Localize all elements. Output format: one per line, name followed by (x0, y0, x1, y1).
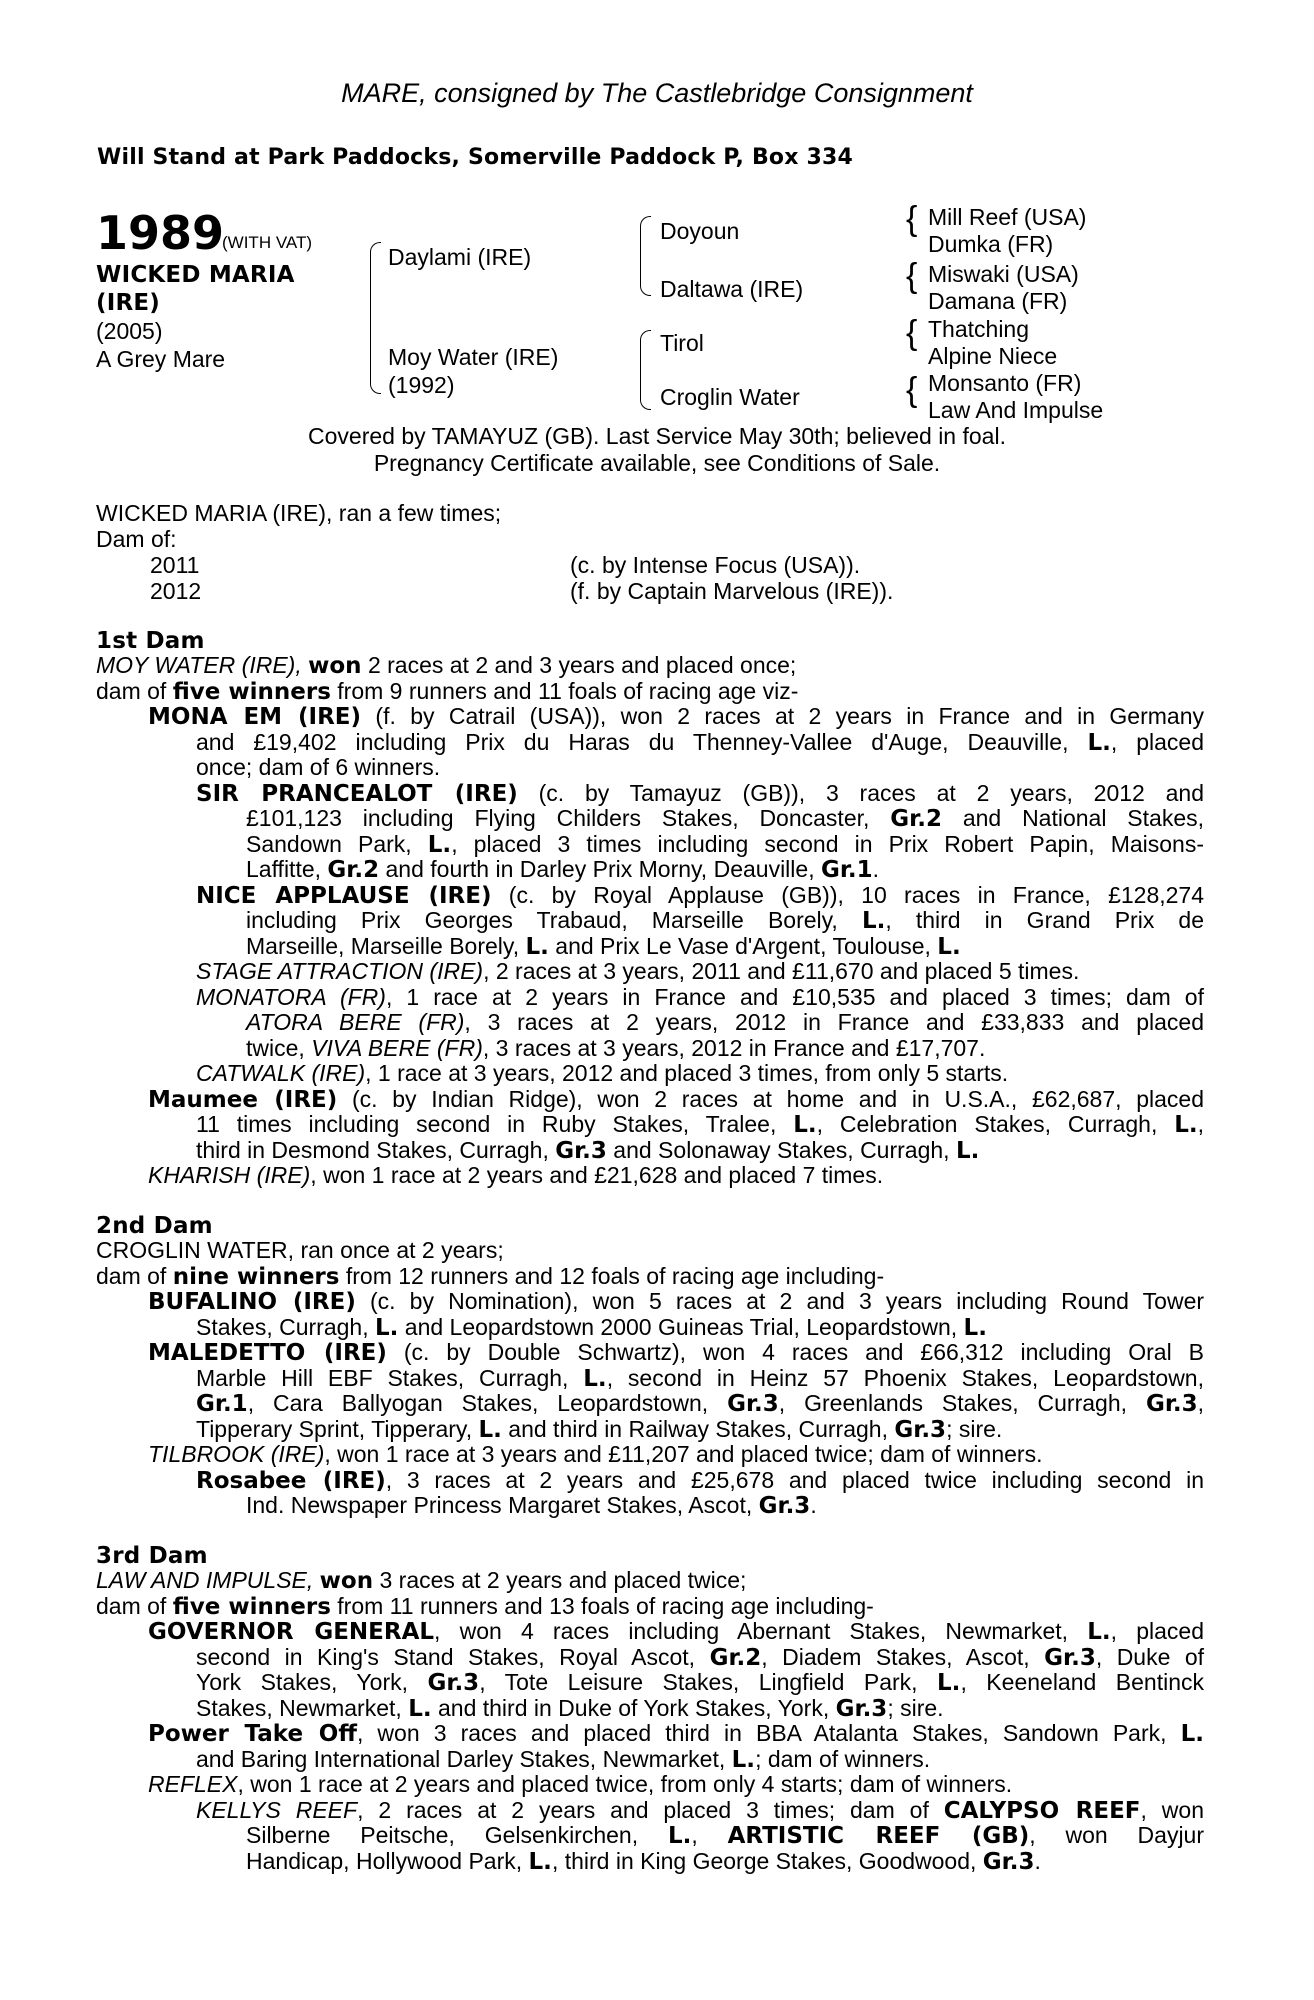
dam-name: LAW AND IMPULSE, (96, 1567, 314, 1593)
brace-4: { (906, 371, 918, 409)
race-summary: 2 races at 2 and 3 years and placed once; (367, 652, 797, 678)
horse-name: WICKED MARIA (96, 262, 295, 288)
sire-sire: Doyoun (660, 218, 740, 244)
horse-name: Power Take Off (148, 1721, 357, 1747)
horse-name: KELLYS REEF (196, 1797, 358, 1823)
horse-name: Rosabee (IRE) (196, 1468, 386, 1494)
grandsire-3: Thatching (928, 316, 1030, 342)
horse-name: BUFALINO (IRE) (148, 1289, 356, 1315)
horse-name: CATWALK (IRE) (196, 1060, 366, 1086)
tilbrook-line: TILBROOK (IRE), won 1 race at 3 years and £11,207 and placed twice; dam of winners. (148, 1441, 1043, 1467)
horse-name: Maumee (IRE) (148, 1087, 338, 1113)
winners-count: nine winners (172, 1264, 340, 1290)
rosabee-line2: Ind. Newspaper Princess Margaret Stakes, Ascot, Gr.3. (246, 1492, 817, 1519)
horse-name: NICE APPLAUSE (IRE) (196, 883, 492, 909)
atora-bere-line1: ATORA BERE (FR), 3 races at 2 years, 2012 in France and £33,833 and placed (246, 1009, 1204, 1035)
maumee-line3: third in Desmond Stakes, Curragh, Gr.3 and Solonaway Stakes, Curragh, L. (196, 1137, 980, 1164)
first-dam-heading: 1st Dam (96, 628, 205, 654)
power-take-off-line2: and Baring International Darley Stakes, Newmarket, L.; dam of winners. (196, 1746, 931, 1773)
granddam-2: Damana (FR) (928, 288, 1068, 314)
dam-dam: Croglin Water (660, 384, 800, 410)
first-dam-produce: dam of five winners from 9 runners and 11 foals of racing age viz- (96, 678, 799, 705)
pregnancy-note: Pregnancy Certificate available, see Conditions of Sale. (373, 450, 941, 476)
sire: Daylami (IRE) (388, 244, 532, 270)
third-dam-intro: LAW AND IMPULSE, won 3 races at 2 years and placed twice; (96, 1567, 747, 1594)
third-dam-heading: 3rd Dam (96, 1543, 208, 1569)
stage-attraction-line: STAGE ATTRACTION (IRE), 2 races at 3 years, 2011 and £11,670 and placed 5 times. (196, 958, 1080, 984)
winners-count: five winners (172, 1594, 331, 1620)
produce-year: 2011 (150, 552, 200, 578)
horse-name: STAGE ATTRACTION (IRE) (196, 958, 484, 984)
maumee-line1: Maumee (IRE) (c. by Indian Ridge), won 2 races at home and in U.S.A., £62,687, placed (148, 1086, 1204, 1113)
reflex-line: REFLEX, won 1 race at 2 years and placed twice, from only 4 starts; dam of winners. (148, 1771, 1013, 1797)
nice-applause-line1: NICE APPLAUSE (IRE) (c. by Royal Applause (GB)), 10 races in France, £128,274 (196, 882, 1205, 909)
horse-name: MALEDETTO (IRE) (148, 1340, 387, 1366)
granddam-3: Alpine Niece (928, 343, 1058, 369)
grandsire-4: Monsanto (FR) (928, 370, 1082, 396)
granddam-1: Dumka (FR) (928, 231, 1054, 257)
sir-prancealot-line2: £101,123 including Flying Childers Stakes, Doncaster, Gr.2 and National Stakes, (246, 805, 1205, 832)
second-dam-intro: CROGLIN WATER, ran once at 2 years; (96, 1237, 504, 1263)
governor-general-line2: second in King's Stand Stakes, Royal Ascot, Gr.2, Diadem Stakes, Ascot, Gr.3, Duke of (196, 1644, 1205, 1671)
consignment-title: MARE, consigned by The Castlebridge Consignment (341, 78, 973, 108)
vat-note: (WITH VAT) (222, 233, 313, 252)
produce-detail: (f. by Captain Marvelous (IRE)). (570, 578, 894, 604)
grandsire-2: Miswaki (USA) (928, 261, 1079, 287)
horse-name: REFLEX (148, 1771, 238, 1797)
governor-general-line1: GOVERNOR GENERAL, won 4 races including Abernant Stakes, Newmarket, L., placed (148, 1618, 1204, 1645)
pedigree-bracket (370, 242, 381, 394)
granddam-4: Law And Impulse (928, 397, 1104, 423)
grandsire-1: Mill Reef (USA) (928, 204, 1087, 230)
lot-number: 1989 (96, 206, 225, 260)
brace-3: { (906, 314, 918, 352)
horse-name: MONATORA (FR) (196, 984, 386, 1010)
mona-em-line2: and £19,402 including Prix du Haras du Thenney-Vallee d'Auge, Deauville, L., placed (196, 729, 1205, 756)
produce-year: 2012 (150, 578, 202, 604)
third-dam-produce: dam of five winners from 11 runners and 13 foals of racing age including- (96, 1593, 874, 1620)
horse-name-suffix: (IRE) (96, 290, 161, 316)
mona-em-line3: once; dam of 6 winners. (196, 754, 441, 780)
monatora-line: MONATORA (FR), 1 race at 2 years in France and £10,535 and placed 3 times; dam of (196, 984, 1204, 1010)
bufalino-line2: Stakes, Curragh, L. and Leopardstown 2000 Guineas Trial, Leopardstown, L. (196, 1314, 987, 1341)
catwalk-line: CATWALK (IRE), 1 race at 3 years, 2012 and placed 3 times, from only 5 starts. (196, 1060, 1009, 1086)
maledetto-line2: Marble Hill EBF Stakes, Curragh, L., second in Heinz 57 Phoenix Stakes, Leopardstown, (196, 1365, 1204, 1392)
horse-name: SIR PRANCEALOT (IRE) (196, 781, 518, 807)
covered-note: Covered by TAMAYUZ (GB). Last Service May 30th; believed in foal. (308, 423, 1006, 449)
horse-description: A Grey Mare (96, 346, 226, 372)
dam-bracket (640, 330, 651, 410)
mona-em-line1: MONA EM (IRE) (f. by Catrail (USA)), won 2 races at 2 years in France and in Germany (148, 703, 1205, 730)
sir-prancealot-line3: Sandown Park, L., placed 3 times including second in Prix Robert Papin, Maisons- (246, 831, 1205, 858)
sire-dam: Daltawa (IRE) (660, 276, 804, 302)
produce-intro: WICKED MARIA (IRE), ran a few times; (96, 500, 502, 526)
kellys-reef-line2: Silberne Peitsche, Gelsenkirchen, L., ARTISTIC REEF (GB), won Dayjur (246, 1822, 1205, 1849)
horse-name: MONA EM (IRE) (148, 704, 362, 730)
brace-1: { (906, 200, 918, 238)
dam-name: MOY WATER (IRE), (96, 652, 302, 678)
bufalino-line1: BUFALINO (IRE) (c. by Nomination), won 5 races at 2 and 3 years including Round Tower (148, 1288, 1205, 1315)
kellys-reef-line1: KELLYS REEF, 2 races at 2 years and placed 3 times; dam of CALYPSO REEF, won (196, 1797, 1204, 1824)
kellys-reef-line3: Handicap, Hollywood Park, L., third in King George Stakes, Goodwood, Gr.3. (246, 1848, 1041, 1875)
horse-name: TILBROOK (IRE) (148, 1441, 325, 1467)
stand-location: Will Stand at Park Paddocks, Somerville Paddock P, Box 334 (97, 145, 854, 170)
dam: Moy Water (IRE) (388, 344, 559, 370)
horse-name: VIVA BERE (FR) (311, 1035, 483, 1061)
produce-dam-of: Dam of: (96, 526, 177, 552)
second-dam-heading: 2nd Dam (96, 1213, 213, 1239)
second-dam-produce: dam of nine winners from 12 runners and 12 foals of racing age including- (96, 1263, 885, 1290)
nice-applause-line3: Marseille, Marseille Borely, L. and Prix Le Vase d'Argent, Toulouse, L. (246, 933, 961, 960)
dam-year: (1992) (388, 372, 455, 398)
won-label: won (308, 653, 362, 679)
maledetto-line3: Gr.1, Cara Ballyogan Stakes, Leopardstown, Gr.3, Greenlands Stakes, Curragh, Gr.3, (196, 1390, 1205, 1417)
sir-prancealot-line1: SIR PRANCEALOT (IRE) (c. by Tamayuz (GB)), 3 races at 2 years, 2012 and (196, 780, 1205, 807)
maledetto-line4: Tipperary Sprint, Tipperary, L. and third in Railway Stakes, Curragh, Gr.3; sire. (196, 1416, 1003, 1443)
maumee-line2: 11 times including second in Ruby Stakes, Tralee, L., Celebration Stakes, Curragh, L., (196, 1111, 1205, 1138)
first-dam-intro (96, 653, 796, 680)
brace-2: { (906, 257, 918, 295)
power-take-off-line1: Power Take Off, won 3 races and placed third in BBA Atalanta Stakes, Sandown Park, L. (148, 1720, 1204, 1747)
rosabee-line1: Rosabee (IRE), 3 races at 2 years and £25,678 and placed twice including second in (196, 1467, 1204, 1494)
maledetto-line1: MALEDETTO (IRE) (c. by Double Schwartz), won 4 races and £66,312 including Oral B (148, 1339, 1204, 1366)
winners-count: five winners (172, 679, 331, 705)
horse-name: ATORA BERE (FR) (246, 1009, 465, 1035)
sir-prancealot-line4: Laffitte, Gr.2 and fourth in Darley Prix Morny, Deauville, Gr.1. (246, 856, 880, 883)
kharish-line: KHARISH (IRE), won 1 race at 2 years and £21,628 and placed 7 times. (148, 1162, 884, 1188)
produce-detail: (c. by Intense Focus (USA)). (570, 552, 861, 578)
sire-bracket (640, 216, 651, 296)
foaling-year: (2005) (96, 318, 163, 344)
governor-general-line4: Stakes, Newmarket, L. and third in Duke of York Stakes, York, Gr.3; sire. (196, 1695, 944, 1722)
horse-name: GOVERNOR GENERAL (148, 1619, 435, 1645)
governor-general-line3: York Stakes, York, Gr.3, Tote Leisure Stakes, Lingfield Park, L., Keeneland Bentinck (196, 1669, 1204, 1696)
horse-name: KHARISH (IRE) (148, 1162, 311, 1188)
dam-sire: Tirol (660, 330, 704, 356)
nice-applause-line2: including Prix Georges Trabaud, Marseille Borely, L., third in Grand Prix de (246, 907, 1205, 934)
atora-bere-line2: twice, VIVA BERE (FR), 3 races at 3 years, 2012 in France and £17,707. (246, 1035, 986, 1061)
